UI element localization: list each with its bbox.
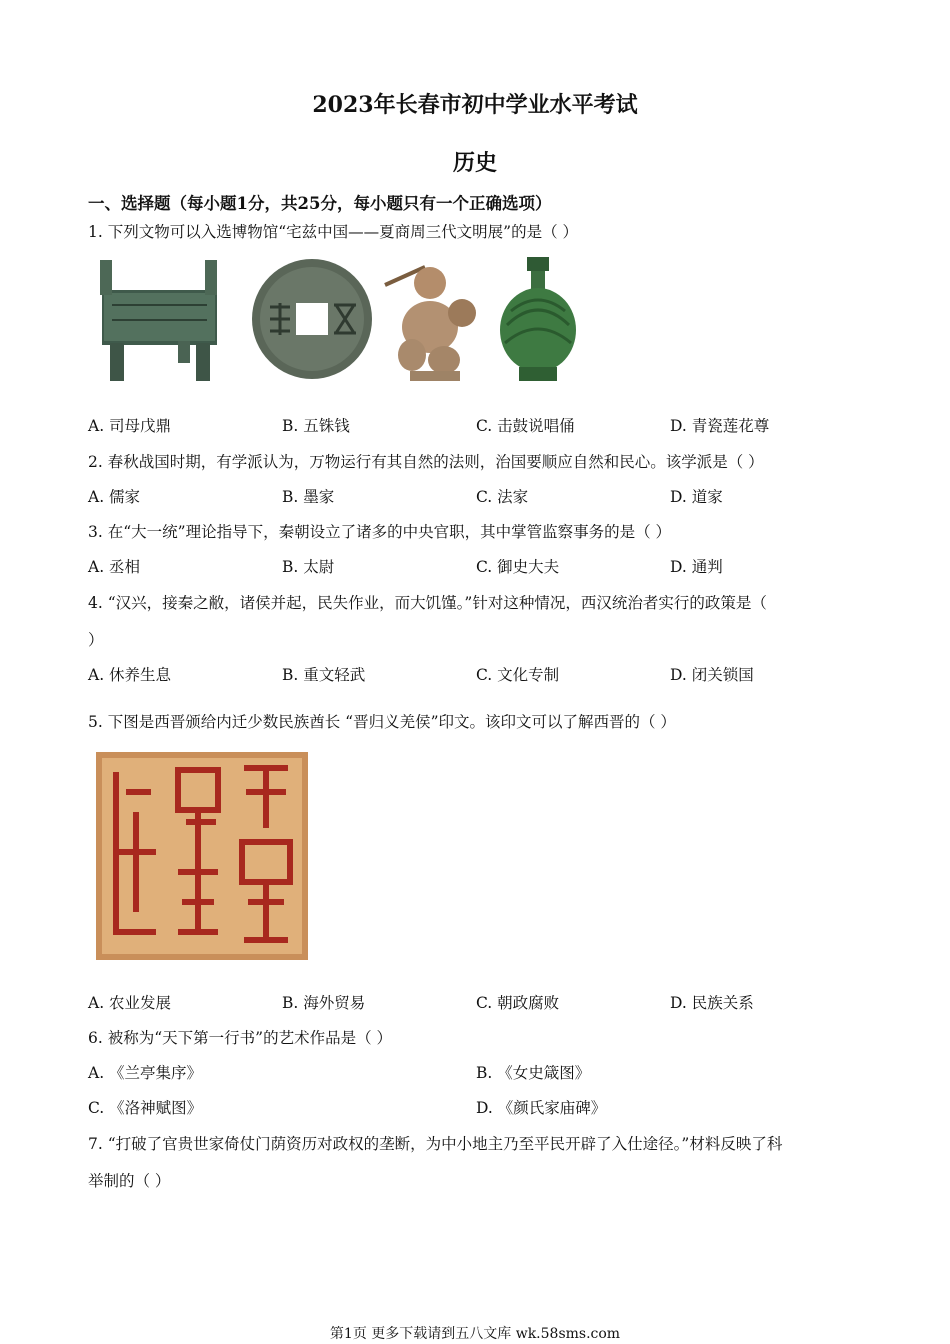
q4-option-a[interactable]: A. 休养生息: [88, 666, 172, 684]
q6-option-c[interactable]: C. 《洛神赋图》: [88, 1099, 203, 1117]
q2-option-c[interactable]: C. 法家: [476, 488, 529, 506]
q2-option-d[interactable]: D. 道家: [670, 488, 723, 506]
question-7-cont: 举制的（ ）: [88, 1172, 171, 1190]
question-1: 1. 下列文物可以入选博物馆“宅兹中国——夏商周三代文明展”的是（ ）: [88, 223, 578, 241]
seal-imprint-image: [96, 752, 308, 960]
question-4-cont: ）: [88, 631, 104, 649]
question-3: 3. 在“大一统”理论指导下，秦朝设立了诸多的中央官职，其中掌管监察事务的是（ ）: [88, 523, 671, 541]
q3-option-c[interactable]: C. 御史大夫: [476, 558, 560, 576]
lotus-vase-image: [495, 255, 580, 385]
q5-option-c[interactable]: C. 朝政腐败: [476, 994, 560, 1012]
q2-option-a[interactable]: A. 儒家: [88, 488, 141, 506]
section-heading: 一、选择题（每小题1分，共25分，每小题只有一个正确选项）: [88, 194, 552, 213]
q4-option-d[interactable]: D. 闭关锁国: [670, 666, 754, 684]
q6-option-d[interactable]: D. 《颜氏家庙碑》: [476, 1099, 607, 1117]
q1-option-c[interactable]: C. 击鼓说唱俑: [476, 417, 575, 435]
q1-option-b[interactable]: B. 五铢钱: [282, 417, 350, 435]
q4-option-b[interactable]: B. 重文轻武: [282, 666, 366, 684]
question-7: 7. “打破了官贵世家倚仗门荫资历对政权的垄断，为中小地主乃至平民开辟了入仕途径。”材料反映了科: [88, 1135, 783, 1153]
q5-option-a[interactable]: A. 农业发展: [88, 994, 172, 1012]
q6-option-b[interactable]: B. 《女史箴图》: [476, 1064, 591, 1082]
wuzhu-coin-image: [246, 255, 381, 385]
subject-title: 历史: [452, 150, 497, 176]
q4-option-c[interactable]: C. 文化专制: [476, 666, 560, 684]
ding-cauldron-image: [92, 255, 227, 385]
q2-option-b[interactable]: B. 墨家: [282, 488, 335, 506]
q3-option-a[interactable]: A. 丞相: [88, 558, 141, 576]
q1-option-d[interactable]: D. 青瓷莲花尊: [670, 417, 770, 435]
drummer-figurine-image: [380, 255, 485, 385]
q6-option-a[interactable]: A. 《兰亭集序》: [88, 1064, 203, 1082]
question-2: 2. 春秋战国时期，有学派认为，万物运行有其自然的法则，治国要顺应自然和民心。该学派是（ ）: [88, 453, 764, 471]
question-6: 6. 被称为“天下第一行书”的艺术作品是（ ）: [88, 1029, 392, 1047]
q1-option-a[interactable]: A. 司母戊鼎: [88, 417, 172, 435]
question-5: 5. 下图是西晋颁给内迁少数民族酋长 “晋归义羌侯”印文。该印文可以了解西晋的（ ）: [88, 713, 676, 731]
q3-option-d[interactable]: D. 通判: [670, 558, 723, 576]
question-4: 4. “汉兴，接秦之敝，诸侯并起，民失作业，而大饥馑。”针对这种情况，西汉统治者实行的政策是（: [88, 594, 767, 612]
q3-option-b[interactable]: B. 太尉: [282, 558, 335, 576]
q5-option-d[interactable]: D. 民族关系: [670, 994, 754, 1012]
page-footer: 第1页 更多下载请到五八文库 wk.58sms.com: [329, 1326, 621, 1342]
q5-option-b[interactable]: B. 海外贸易: [282, 994, 366, 1012]
exam-title: 2023年长春市初中学业水平考试: [312, 92, 638, 118]
